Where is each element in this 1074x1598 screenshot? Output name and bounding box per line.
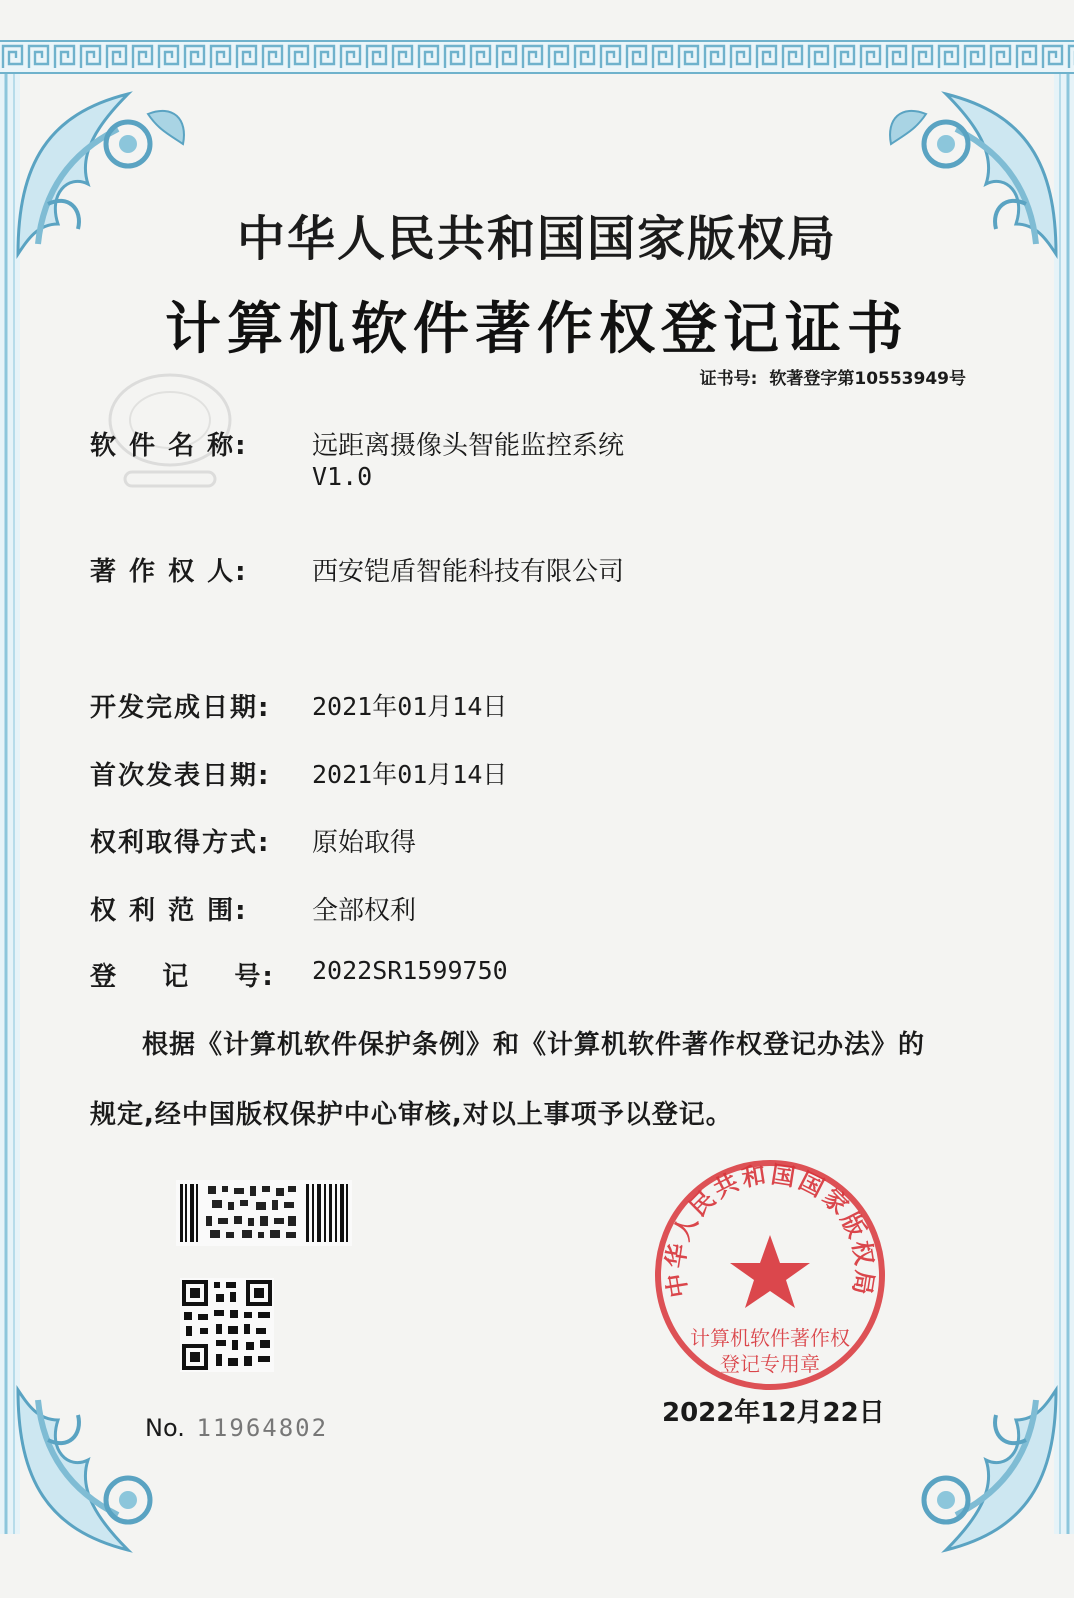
reg-no-label: 登 记 号: <box>90 962 275 992</box>
issuing-authority: 中华人民共和国国家版权局 <box>236 211 837 267</box>
serial-number <box>145 1414 328 1442</box>
scope-label: 权 利 范 围: <box>90 896 248 926</box>
field-pub-date <box>90 755 508 792</box>
certificate-number-value: 软著登字第10553949号 <box>769 369 966 389</box>
top-fret-border <box>0 40 1074 74</box>
dev-date-label: 开发完成日期: <box>90 693 271 723</box>
corner-ornament-bottom-right <box>876 1380 1066 1570</box>
certificate-number-label: 证书号: <box>699 369 758 389</box>
reg-no-value: 2022SR1599750 <box>312 956 508 985</box>
seal-ring-text: 中华人民共和国国家版权局 <box>661 1160 879 1300</box>
certificate-title: 计算机软件著作权登记证书 <box>165 297 909 362</box>
owner-label: 著 作 权 人: <box>90 557 248 587</box>
certificate-number <box>694 364 966 389</box>
pub-date-value: 2021年01月14日 <box>312 760 508 789</box>
software-name-line1: 远距离摄像头智能监控系统 <box>312 431 625 461</box>
field-software-name <box>90 425 625 491</box>
field-reg-no <box>90 956 508 993</box>
acquire-label: 权利取得方式: <box>90 828 271 858</box>
field-scope <box>90 890 417 927</box>
software-name-label: 软 件 名 称: <box>90 431 248 461</box>
owner-value: 西安铠盾智能科技有限公司 <box>312 557 625 587</box>
serial-number-value: 11964802 <box>196 1414 329 1442</box>
seal-line1: 计算机软件著作权 <box>690 1326 850 1350</box>
acquire-value: 原始取得 <box>312 828 417 858</box>
software-name-line2: V1.0 <box>312 462 373 491</box>
seal-line2: 登记专用章 <box>720 1352 820 1376</box>
serial-prefix: No. <box>145 1414 185 1442</box>
dev-date-value: 2021年01月14日 <box>312 692 508 721</box>
official-seal <box>650 1155 890 1395</box>
pub-date-label: 首次发表日期: <box>90 761 271 791</box>
barcode-icon <box>176 1180 352 1246</box>
issue-date: 2022年12月22日 <box>662 1398 885 1428</box>
scope-value: 全部权利 <box>312 896 417 926</box>
software-name-value <box>312 425 624 492</box>
field-acquire-method <box>90 822 417 859</box>
field-owner <box>90 551 625 588</box>
legal-basis-line2: 规定,经中国版权保护中心审核,对以上事项予以登记。 <box>90 1100 733 1130</box>
qr-code-icon <box>180 1278 274 1372</box>
field-dev-date <box>90 687 508 724</box>
corner-ornament-bottom-left <box>8 1380 198 1570</box>
legal-basis-line1: 根据《计算机软件保护条例》和《计算机软件著作权登记办法》的 <box>142 1030 926 1060</box>
seal-star-icon <box>730 1235 810 1308</box>
